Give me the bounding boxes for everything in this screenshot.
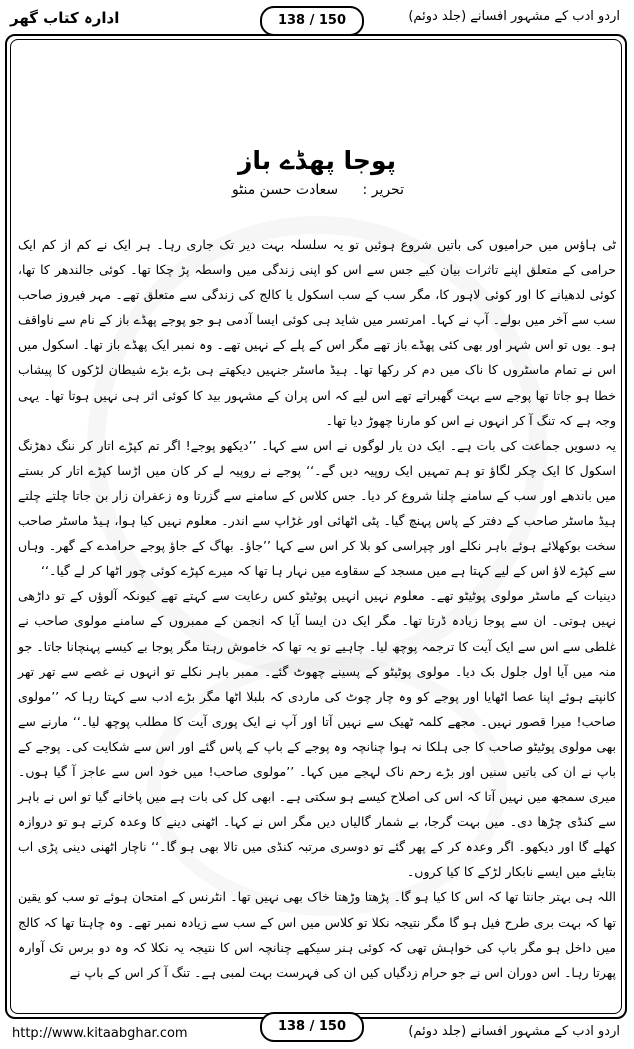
paragraph: دینیات کے ماسٹر مولوی پوٹیٹو تھے۔ معلوم نہیں انہیں پوٹیٹو کس رعایت سے کہتے تھے کیونکہ آلوؤں کے تو داڑھی نہیں ہوتی۔ ان سے پوجا زیادہ ڈرتا تھا۔ مگر ایک دن ایسا آیا کہ انجمن کے ممبروں کے سامنے مولوی صاحب نے غلطی سے اس سے ایک آیت کا ترجمہ پوچھ لیا۔ چاہیے تو یہ تھا کہ خاموش رہتا مگر پوجا بے کیسے پہنچانا جاتا۔ جو منہ میں آیا اول جلول بک دیا۔ مولوی پوٹیٹو کے پسینے چھوٹ گئے۔ ممبر باہر نکلے تو انہوں نے غصے سے تھر تھر کانپتے ہوئے اپنا عصا اٹھایا اور پوجے کو وہ چار چوٹ کی ماردی کہ بلبلا اٹھا مگر بڑے ادب سے کہتا رہا کہ ’’مولوی صاحب! میرا قصور نہیں۔ مجھے کلمہ ٹھیک سے نہیں آتا اور آپ نے ایک پوری آیت کا مطلب پوچھ لیا۔‘‘ مارنے سے بھی مولوی پوٹیٹو صاحب کا جی ہلکا نہ ہوا چنانچہ وہ پوجے کے باپ کے پاس گئے اور اس سے شکایت کی۔ پوجے کے باپ نے ان کی باتیں سنیں اور بڑے رحم ناک لہجے میں کہا۔ ’’مولوی صاحب! میں خود اس سے عاجز آ گیا ہوں۔ میری سمجھ میں نہیں آتا کہ اس کی اصلاح کیسے ہو سکتی ہے۔ ابھی کل کی بات ہے میں پاخانے گیا تو اس نے باہر سے کنڈی چڑھا دی۔ میں بہت گرجا، بے شمار گالیاں دیں مگر اس نے کہا۔ اٹھنی دینے کا وعدہ کرتے ہو تو دروازہ کھلے گا اور دیکھو۔ اگر وعدہ کر کے پھر گئے تو دوسری مرتبہ کنڈی میں تالا بھی ہو گا۔‘‘ ناچار اٹھنی دینی پڑی اب بتایئے میں ایسے نابکار لڑکے کا کیا کروں۔ (18, 588, 616, 880)
byline (232, 182, 404, 198)
footer-website-link[interactable]: http://www.kitaabghar.com (12, 1026, 188, 1041)
book-title-header: اردو ادب کے مشہور افسانے (جلد دوئم) (408, 9, 620, 24)
paragraph: اللہ ہی بہتر جانتا تھا کہ اس کا کیا ہو گا۔ پڑھتا وڑھتا خاک بھی نہیں تھا۔ انٹرنس کے امتحان ہوئے تو سب کو یقین تھا کہ بہت بری طرح فیل ہو گا مگر نتیجہ نکلا تو کلاس میں اس کے سب سے زیادہ نمبر تھے۔ وہ چاہتا تھا کہ کالج میں داخل ہو مگر باپ کی خواہش تھی کہ کوئی ہنر سیکھے چنانچہ اس کا نتیجہ یہ نکلا کہ وہ دو برس تک آوارہ پھرتا رہا۔ اس دوران اس نے جو حرام زدگیاں کیں ان کی فہرست بہت لمبی ہے۔ تنگ آ کر اس کے باپ نے (18, 889, 616, 980)
story-title: پوجا پھڈے باز (237, 146, 397, 175)
paragraph: ٹی ہاؤس میں حرامیوں کی باتیں شروع ہوئیں تو یہ سلسلہ بہت دیر تک جاری رہا۔ ہر ایک نے کم از کم ایک حرامی کے متعلق اپنے تاثرات بیان کیے جس سے اس کو اپنی زندگی میں واسطہ پڑ چکا تھا۔ کوئی جالندھر کا تھا، کوئی لدھیانے کا اور کوئی لاہور کا، مگر سب کے سب اسکول یا کالج کی زندگی سے متعلق تھے۔ مہر فیروز صاحب سب سے آخر میں بولے۔ آپ نے کہا۔ امرتسر میں شاید ہی کوئی ایسا آدمی ہو جو پوجے پھڈے باز کے نام سے ناواقف ہو۔ یوں تو اس شہر اور بھی کئی پھڈے باز تھے مگر اس کے پلے کے نہیں تھے۔ وہ نمبر ایک پھڈے باز تھا۔ اسکول میں اس نے تمام ماسٹروں کا ناک میں دم کر رکھا تھا۔ ہیڈ ماسٹر جنہیں دیکھتے ہی بڑے بڑے شیطان لڑکوں کا پیشاب خطا ہو جاتا تھا پوجے سے بہت گھبراتے تھے اس لیے کہ اس پران کے مشہور بید کا کوئی اثر ہی نہیں ہوتا تھا۔ یہی وجہ ہے کہ تنگ آ کر انہوں نے اس کو مارنا چھوڑ دیا تھا۔ (18, 237, 616, 428)
byline-label: تحریر : (362, 182, 404, 198)
publisher-name: ادارہ کتاب گھر (10, 9, 120, 27)
page-indicator-top: 138 / 150 (260, 6, 364, 36)
paragraph: یہ دسویں جماعت کی بات ہے۔ ایک دن یار لوگوں نے اس سے کہا۔ ’’دیکھو پوجے! اگر تم کپڑے اتار کر ننگ دھڑنگ اسکول کا ایک چکر لگاؤ تو ہم تمہیں ایک روپیہ دیں گے۔‘‘ پوجے نے روپیہ لے کر کان میں اڑسا کپڑے اتار کر بستے میں باندھے اور سب کے سامنے چلنا شروع کر دیا۔ جس کلاس کے سامنے سے گزرتا وہ زعفران زار بن جاتا چلتے چلتے ہیڈ ماسٹر صاحب کے دفتر کے پاس پہنچ گیا۔ پٹی اٹھائی اور غڑاپ سے اندر۔ معلوم نہیں کیا ہوا، ہیڈ ماسٹر صاحب سخت بوکھلائے ہوئے باہر نکلے اور چپراسی کو بلا کر اس سے کہا ’’جاؤ۔ بھاگ کے جاؤ پوجے حرامدے کے گھر۔ وہاں سے کپڑے لاؤ اس کے لیے کہتا ہے میں مسجد کے سقاوے میں نہار ہا تھا کہ میرے کپڑے کوئی چور اٹھا کر لے گیا۔‘‘ (18, 437, 616, 579)
book-title-footer: اردو ادب کے مشہور افسانے (جلد دوئم) (408, 1024, 620, 1039)
story-body (18, 232, 616, 985)
author-name: سعادت حسن منٹو (232, 182, 339, 198)
page-indicator-bottom: 138 / 150 (260, 1012, 364, 1042)
